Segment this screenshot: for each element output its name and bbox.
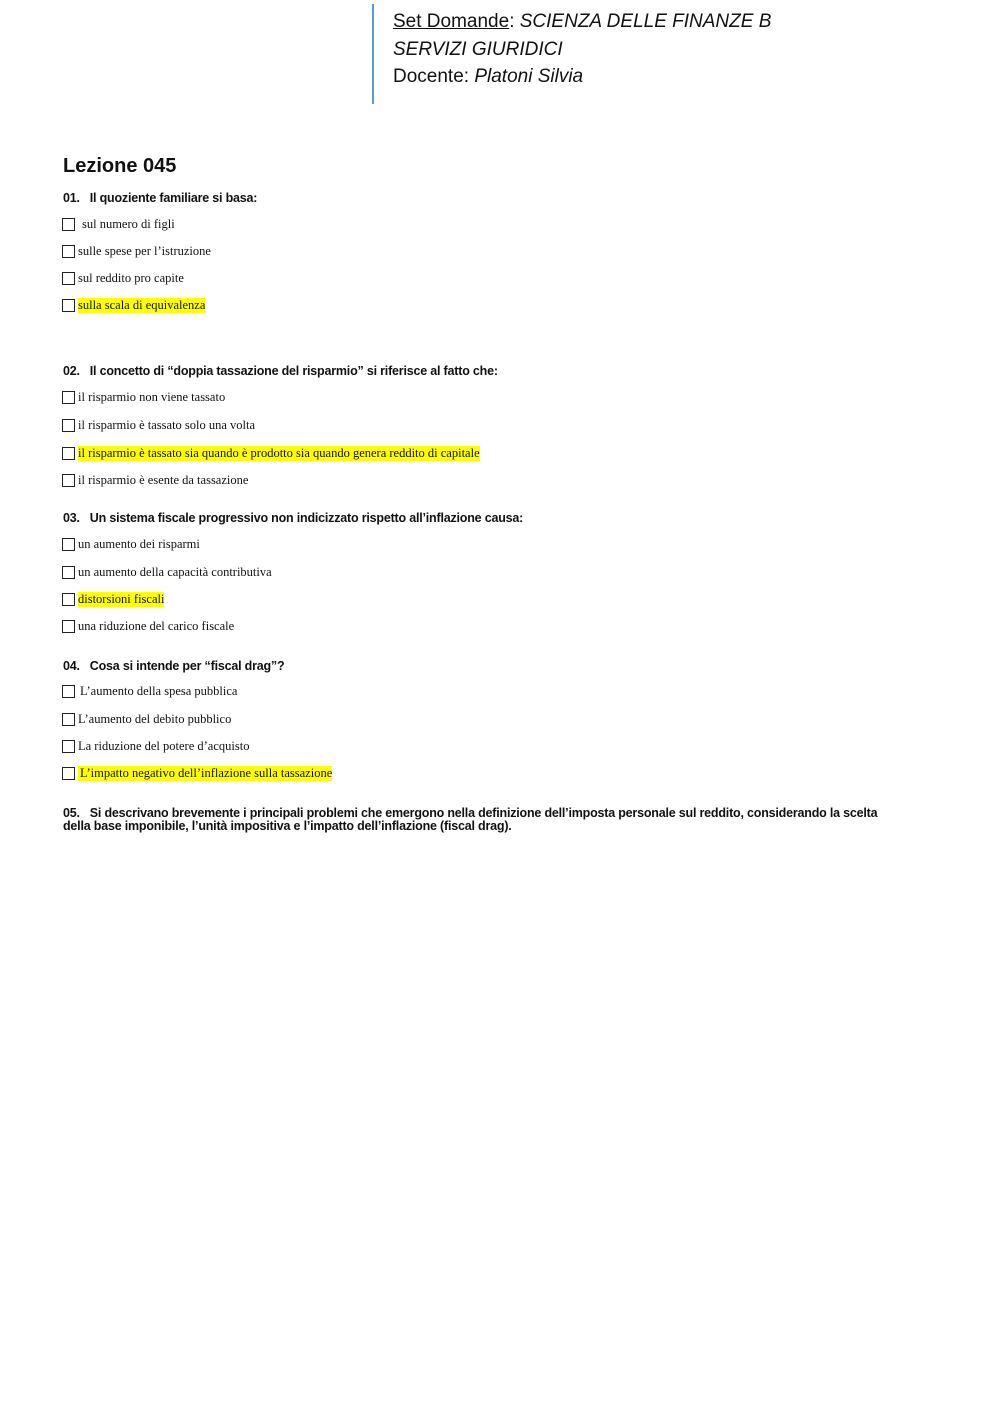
question-text: Cosa si intende per “fiscal drag”? <box>89 659 285 673</box>
answer-checkbox[interactable] <box>62 538 75 551</box>
question-05 <box>63 807 893 833</box>
answer-option-correct[interactable] <box>62 444 480 462</box>
answer-option-correct[interactable] <box>62 764 332 782</box>
answer-option[interactable] <box>62 242 211 260</box>
question-text: Il concetto di “doppia tassazione del risparmio” si riferisce al fatto che: <box>89 364 498 378</box>
answer-text: il risparmio non viene tassato <box>78 389 226 404</box>
answer-checkbox[interactable] <box>62 593 75 606</box>
set-colon: : <box>509 11 515 32</box>
answer-checkbox[interactable] <box>62 419 75 432</box>
answer-option[interactable] <box>62 710 231 728</box>
course-title-line1: SCIENZA DELLE FINANZE B <box>519 11 772 32</box>
answer-checkbox[interactable] <box>62 740 75 753</box>
answer-option[interactable] <box>62 388 225 406</box>
question-text: Il quoziente familiare si basa: <box>89 191 258 205</box>
set-line <box>393 8 771 36</box>
answer-option[interactable] <box>62 471 248 489</box>
set-label: Set Domande <box>393 11 510 32</box>
question-text: Un sistema fiscale progressivo non indicizzato rispetto all’inflazione causa: <box>89 511 524 525</box>
answer-checkbox[interactable] <box>62 474 75 487</box>
answer-text-highlighted: sulla scala di equivalenza <box>78 297 206 312</box>
answer-text: sulle spese per l’istruzione <box>78 243 211 258</box>
question-text: Si descrivano brevemente i principali problemi che emergono nella definizione dell’imposta personale sul reddito, considerando la scelta della base imponibile, l’unità impositiva e l’impatto dell’inflazione (fiscal drag). <box>63 806 878 833</box>
answer-text: L’aumento della spesa pubblica <box>80 683 238 698</box>
answer-text: una riduzione del carico fiscale <box>78 618 235 633</box>
answer-checkbox[interactable] <box>62 218 75 231</box>
question-number: 04. <box>63 659 80 673</box>
answer-option[interactable] <box>62 737 249 755</box>
answer-checkbox[interactable] <box>62 272 75 285</box>
answer-option[interactable] <box>62 269 184 287</box>
answer-text: L’aumento del debito pubblico <box>78 711 232 726</box>
question-04 <box>63 659 284 673</box>
answer-checkbox[interactable] <box>62 566 75 579</box>
header-divider <box>372 4 374 104</box>
answer-checkbox[interactable] <box>62 245 75 258</box>
answer-option[interactable] <box>62 682 237 700</box>
question-03 <box>63 511 523 525</box>
answer-checkbox[interactable] <box>62 685 75 698</box>
teacher-name: Platoni Silvia <box>474 66 584 87</box>
answer-text: un aumento dei risparmi <box>78 536 200 551</box>
answer-option[interactable] <box>62 617 234 635</box>
answer-checkbox[interactable] <box>62 391 75 404</box>
teacher-label: Docente: <box>393 66 470 87</box>
answer-text: sul numero di figli <box>82 216 175 231</box>
answer-text: il risparmio è tassato solo una volta <box>78 417 256 432</box>
answer-option[interactable] <box>62 535 200 553</box>
answer-option[interactable] <box>62 416 255 434</box>
answer-checkbox[interactable] <box>62 713 75 726</box>
document-header <box>393 8 771 91</box>
question-number: 03. <box>63 511 80 525</box>
answer-text: il risparmio è esente da tassazione <box>78 472 249 487</box>
answer-checkbox[interactable] <box>62 767 75 780</box>
answer-text: sul reddito pro capite <box>78 270 184 285</box>
teacher-line <box>393 63 771 91</box>
lesson-title: Lezione 045 <box>63 155 177 177</box>
question-number: 02. <box>63 364 80 378</box>
answer-option[interactable] <box>62 563 272 581</box>
answer-text: un aumento della capacità contributiva <box>78 564 272 579</box>
question-02 <box>63 364 498 378</box>
answer-option[interactable] <box>62 215 175 233</box>
course-title-line2: SERVIZI GIURIDICI <box>393 38 563 60</box>
question-number: 01. <box>63 191 80 205</box>
answer-text-highlighted: distorsioni fiscali <box>78 591 165 606</box>
answer-checkbox[interactable] <box>62 620 75 633</box>
answer-option-correct[interactable] <box>62 296 205 314</box>
answer-checkbox[interactable] <box>62 299 75 312</box>
answer-text-highlighted: il risparmio è tassato sia quando è prodotto sia quando genera reddito di capitale <box>78 445 480 460</box>
answer-checkbox[interactable] <box>62 447 75 460</box>
answer-text: La riduzione del potere d’acquisto <box>78 738 250 753</box>
answer-text-highlighted: L’impatto negativo dell’inflazione sulla tassazione <box>80 765 333 780</box>
answer-option-correct[interactable] <box>62 590 164 608</box>
question-01 <box>63 191 257 205</box>
question-number: 05. <box>63 806 80 820</box>
